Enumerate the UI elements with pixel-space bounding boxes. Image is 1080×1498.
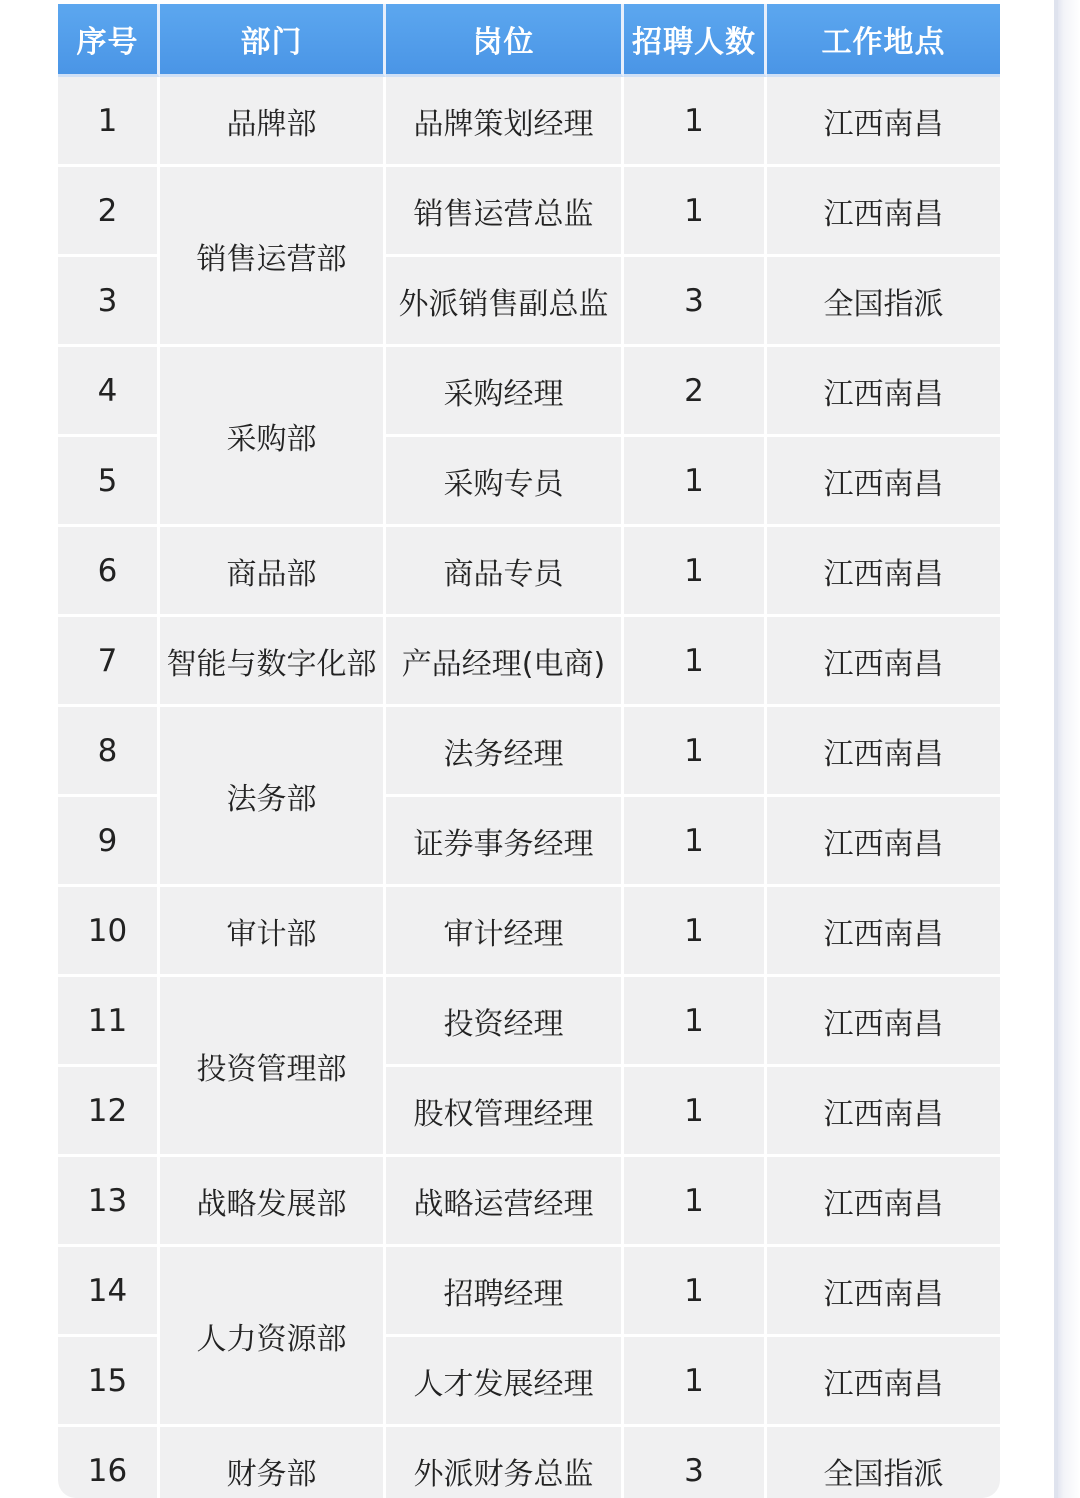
headcount-cell: 1 xyxy=(624,1337,767,1427)
work-location-cell: 江西南昌 xyxy=(767,1337,1000,1427)
position-cell: 外派销售副总监 xyxy=(386,257,624,347)
department-cell: 战略发展部 xyxy=(160,1157,386,1247)
serial-number-cell: 7 xyxy=(58,617,160,707)
department-cell: 采购部 xyxy=(160,347,386,527)
headcount-cell: 1 xyxy=(624,527,767,617)
serial-number-cell: 6 xyxy=(58,527,160,617)
work-location-cell: 江西南昌 xyxy=(767,77,1000,167)
serial-number-cell: 9 xyxy=(58,797,160,887)
position-cell: 采购经理 xyxy=(386,347,624,437)
headcount-cell: 1 xyxy=(624,77,767,167)
position-cell: 销售运营总监 xyxy=(386,167,624,257)
position-cell: 招聘经理 xyxy=(386,1247,624,1337)
headcount-cell: 1 xyxy=(624,1067,767,1157)
serial-number-cell: 16 xyxy=(58,1427,160,1498)
position-cell: 战略运营经理 xyxy=(386,1157,624,1247)
table-row xyxy=(58,347,1000,437)
work-location-cell: 江西南昌 xyxy=(767,617,1000,707)
header-department: 部门 xyxy=(160,4,386,77)
position-cell: 外派财务总监 xyxy=(386,1427,624,1498)
position-cell: 法务经理 xyxy=(386,707,624,797)
table-row xyxy=(58,1157,1000,1247)
header-serial-number: 序号 xyxy=(58,4,160,77)
headcount-cell: 1 xyxy=(624,977,767,1067)
headcount-cell: 1 xyxy=(624,797,767,887)
work-location-cell: 江西南昌 xyxy=(767,977,1000,1067)
serial-number-cell: 14 xyxy=(58,1247,160,1337)
work-location-cell: 江西南昌 xyxy=(767,1067,1000,1157)
table-row xyxy=(58,167,1000,257)
serial-number-cell: 1 xyxy=(58,77,160,167)
department-cell: 投资管理部 xyxy=(160,977,386,1157)
table-row xyxy=(58,617,1000,707)
serial-number-cell: 5 xyxy=(58,437,160,527)
position-cell: 人才发展经理 xyxy=(386,1337,624,1427)
headcount-cell: 3 xyxy=(624,257,767,347)
work-location-cell: 江西南昌 xyxy=(767,1157,1000,1247)
recruitment-table xyxy=(58,4,1000,1498)
headcount-cell: 1 xyxy=(624,887,767,977)
serial-number-cell: 12 xyxy=(58,1067,160,1157)
work-location-cell: 江西南昌 xyxy=(767,347,1000,437)
position-cell: 产品经理(电商) xyxy=(386,617,624,707)
position-cell: 股权管理经理 xyxy=(386,1067,624,1157)
table-body xyxy=(58,77,1000,1498)
table-row xyxy=(58,1247,1000,1337)
headcount-cell: 1 xyxy=(624,617,767,707)
department-cell: 人力资源部 xyxy=(160,1247,386,1427)
work-location-cell: 江西南昌 xyxy=(767,437,1000,527)
department-cell: 品牌部 xyxy=(160,77,386,167)
headcount-cell: 3 xyxy=(624,1427,767,1498)
position-cell: 审计经理 xyxy=(386,887,624,977)
department-cell: 审计部 xyxy=(160,887,386,977)
work-location-cell: 全国指派 xyxy=(767,1427,1000,1498)
headcount-cell: 1 xyxy=(624,1157,767,1247)
recruitment-table-container xyxy=(58,4,1000,1498)
serial-number-cell: 13 xyxy=(58,1157,160,1247)
table-row xyxy=(58,77,1000,167)
position-cell: 商品专员 xyxy=(386,527,624,617)
table-row xyxy=(58,977,1000,1067)
header-headcount: 招聘人数 xyxy=(624,4,767,77)
headcount-cell: 1 xyxy=(624,707,767,797)
serial-number-cell: 10 xyxy=(58,887,160,977)
headcount-cell: 2 xyxy=(624,347,767,437)
work-location-cell: 江西南昌 xyxy=(767,167,1000,257)
department-cell: 销售运营部 xyxy=(160,167,386,347)
right-edge-strip xyxy=(1054,0,1080,1498)
table-row xyxy=(58,707,1000,797)
work-location-cell: 江西南昌 xyxy=(767,887,1000,977)
department-cell: 智能与数字化部 xyxy=(160,617,386,707)
table-row xyxy=(58,527,1000,617)
serial-number-cell: 11 xyxy=(58,977,160,1067)
work-location-cell: 全国指派 xyxy=(767,257,1000,347)
serial-number-cell: 4 xyxy=(58,347,160,437)
serial-number-cell: 8 xyxy=(58,707,160,797)
work-location-cell: 江西南昌 xyxy=(767,707,1000,797)
table-row xyxy=(58,887,1000,977)
position-cell: 证券事务经理 xyxy=(386,797,624,887)
position-cell: 投资经理 xyxy=(386,977,624,1067)
work-location-cell: 江西南昌 xyxy=(767,527,1000,617)
serial-number-cell: 3 xyxy=(58,257,160,347)
department-cell: 财务部 xyxy=(160,1427,386,1498)
table-header-row xyxy=(58,4,1000,77)
headcount-cell: 1 xyxy=(624,167,767,257)
header-work-location: 工作地点 xyxy=(767,4,1000,77)
table-row xyxy=(58,1427,1000,1498)
serial-number-cell: 2 xyxy=(58,167,160,257)
position-cell: 采购专员 xyxy=(386,437,624,527)
department-cell: 商品部 xyxy=(160,527,386,617)
position-cell: 品牌策划经理 xyxy=(386,77,624,167)
department-cell: 法务部 xyxy=(160,707,386,887)
headcount-cell: 1 xyxy=(624,1247,767,1337)
work-location-cell: 江西南昌 xyxy=(767,1247,1000,1337)
work-location-cell: 江西南昌 xyxy=(767,797,1000,887)
serial-number-cell: 15 xyxy=(58,1337,160,1427)
headcount-cell: 1 xyxy=(624,437,767,527)
header-position: 岗位 xyxy=(386,4,624,77)
